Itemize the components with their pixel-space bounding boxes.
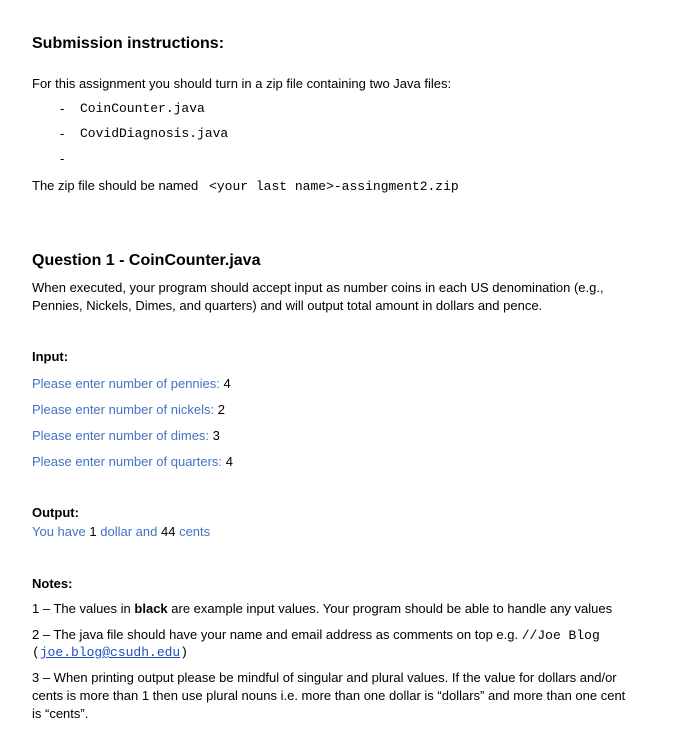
- file-bullet: -: [60, 101, 65, 116]
- prompt-value: 2: [217, 402, 225, 417]
- output-label: Output:: [32, 505, 79, 520]
- output-text-3: cents: [179, 524, 211, 539]
- note-1: [32, 601, 612, 616]
- notes-label: Notes:: [32, 576, 73, 591]
- question1-desc-line2: Pennies, Nickels, Dimes, and quarters) and will output total amount in dollars and pence.: [32, 298, 543, 313]
- note-3-line1: 3 – When printing output please be mindful of singular and plural values. If the value for dollars and/or: [32, 670, 617, 685]
- prompt-text: Please enter number of nickels:: [32, 402, 215, 417]
- note-2-open-paren: (: [32, 645, 40, 660]
- prompt-value: 3: [212, 428, 220, 443]
- prompt-pennies: [32, 376, 231, 391]
- output-cents: 44: [160, 524, 176, 539]
- note-3-line2: cents is more than 1 then use plural nouns i.e. more than one dollar is “dollars” and more than one cent: [32, 688, 626, 703]
- prompt-nickels: [32, 402, 225, 417]
- submission-heading: Submission instructions:: [32, 35, 225, 52]
- note-2-close-paren: ): [180, 645, 189, 660]
- output-text-2: dollar and: [100, 524, 158, 539]
- note-1-bold: black: [134, 601, 168, 616]
- zip-filename: <your last name>-assingment2.zip: [209, 179, 459, 194]
- file-item-coviddiagnosis: CovidDiagnosis.java: [80, 126, 229, 141]
- file-bullet: -: [60, 151, 65, 166]
- file-item-coincounter: CoinCounter.java: [80, 101, 205, 116]
- question1-desc-line1: When executed, your program should accept input as number coins in each US denomination (e.g.,: [32, 280, 604, 295]
- prompt-text: Please enter number of pennies:: [32, 376, 220, 391]
- prompt-text: Please enter number of dimes:: [32, 428, 210, 443]
- zip-instruction: [32, 178, 459, 194]
- zip-label: The zip file should be named: [32, 178, 199, 193]
- note-2-line2: [32, 645, 188, 660]
- email-link[interactable]: joe.blog@csudh.edu: [39, 645, 181, 660]
- prompt-value: 4: [223, 376, 231, 391]
- note-2-pre: 2 – The java file should have your name and email address as comments on top e.g.: [32, 627, 519, 642]
- prompt-text: Please enter number of quarters:: [32, 454, 223, 469]
- output-text-1: You have: [32, 524, 86, 539]
- note-1-pre: 1 – The values in: [32, 601, 131, 616]
- question1-heading: Question 1 - CoinCounter.java: [32, 252, 261, 269]
- input-label: Input:: [32, 349, 69, 364]
- prompt-dimes: [32, 428, 220, 443]
- prompt-quarters: [32, 454, 233, 469]
- note-1-post: are example input values. Your program should be able to handle any values: [171, 601, 613, 616]
- submission-intro: For this assignment you should turn in a zip file containing two Java files:: [32, 76, 452, 91]
- output-dollars: 1: [89, 524, 97, 539]
- note-2-code: //Joe Blog: [521, 628, 600, 643]
- file-bullet: -: [60, 126, 65, 141]
- note-3-line3: is “cents”.: [32, 706, 89, 721]
- prompt-value: 4: [225, 454, 233, 469]
- note-2-line1: [32, 627, 600, 643]
- output-line: [32, 524, 210, 539]
